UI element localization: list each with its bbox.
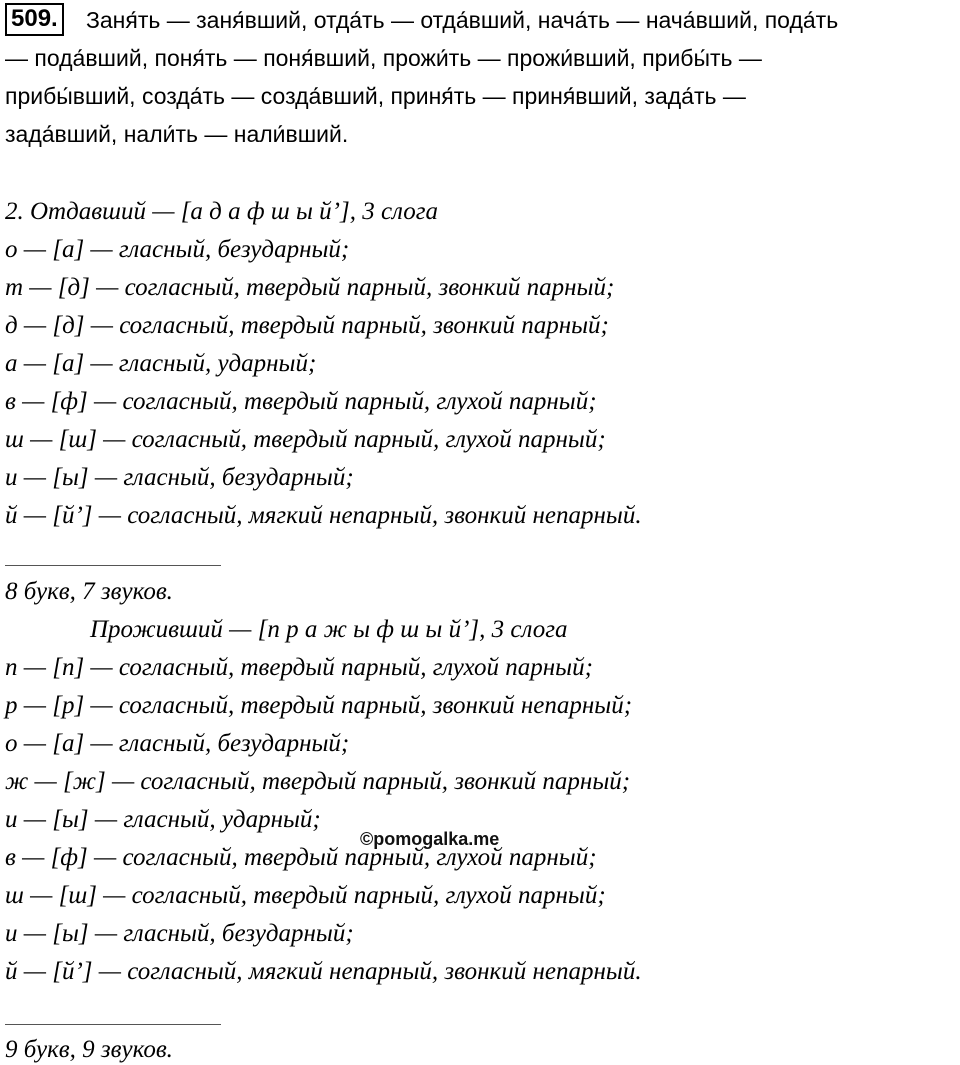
analysis1-summary: 8 букв, 7 звуков. [5,578,173,605]
analysis1-line: ш — [ш] — согласный, твердый парный, глухой парный; [5,426,606,453]
analysis2-line: ж — [ж] — согласный, твердый парный, звонкий парный; [5,768,631,795]
analysis1-line: и — [ы] — гласный, безударный; [5,464,354,491]
analysis2-line: п — [п] — согласный, твердый парный, глухой парный; [5,654,593,681]
analysis1-header: 2. Отдавший — [а д а ф ш ы й’], 3 слога [5,198,438,225]
analysis2-header: Проживший — [п р а ж ы ф ш ы й’], 3 слога [90,616,568,643]
watermark: ©pomogalka.me [360,829,500,849]
separator-rule [5,1024,221,1025]
analysis2-line: ш — [ш] — согласный, твердый парный, глухой парный; [5,882,606,909]
analysis2-line: и — [ы] — гласный, безударный; [5,920,354,947]
analysis1-line: й — [й’] — согласный, мягкий непарный, звонкий непарный. [5,502,642,529]
analysis2-line: в — [ф] — согласный, твердый парный, глухой парный; [5,844,597,871]
separator-rule [5,565,221,566]
analysis1-line: т — [д] — согласный, твердый парный, звонкий парный; [5,274,615,301]
analysis2-line: о — [а] — гласный, безударный; [5,730,350,757]
analysis2-line: и — [ы] — гласный, ударный; [5,806,321,833]
analysis1-line: о — [а] — гласный, безударный; [5,236,350,263]
analysis2-line: й — [й’] — согласный, мягкий непарный, звонкий непарный. [5,958,642,985]
analysis1-line: в — [ф] — согласный, твердый парный, глухой парный; [5,388,597,415]
intro-line-4: зада́вший, нали́ть — нали́вший. [5,121,349,147]
analysis1-line: д — [д] — согласный, твердый парный, звонкий парный; [5,312,609,339]
intro-line-3: прибы́вший, созда́ть — созда́вший, приня́ть — приня́вший, зада́ть — [5,83,746,109]
analysis1-line: а — [а] — гласный, ударный; [5,350,317,377]
analysis2-summary: 9 букв, 9 звуков. [5,1036,173,1063]
exercise-number: 509. [5,3,64,36]
intro-line-1: Заня́ть — заня́вший, отда́ть — отда́вший, нача́ть — нача́вший, пода́ть [86,7,839,33]
analysis2-line: р — [р] — согласный, твердый парный, звонкий непарный; [5,692,633,719]
intro-line-2: — пода́вший, поня́ть — поня́вший, прожи́ть — прожи́вший, прибы́ть — [5,45,762,71]
